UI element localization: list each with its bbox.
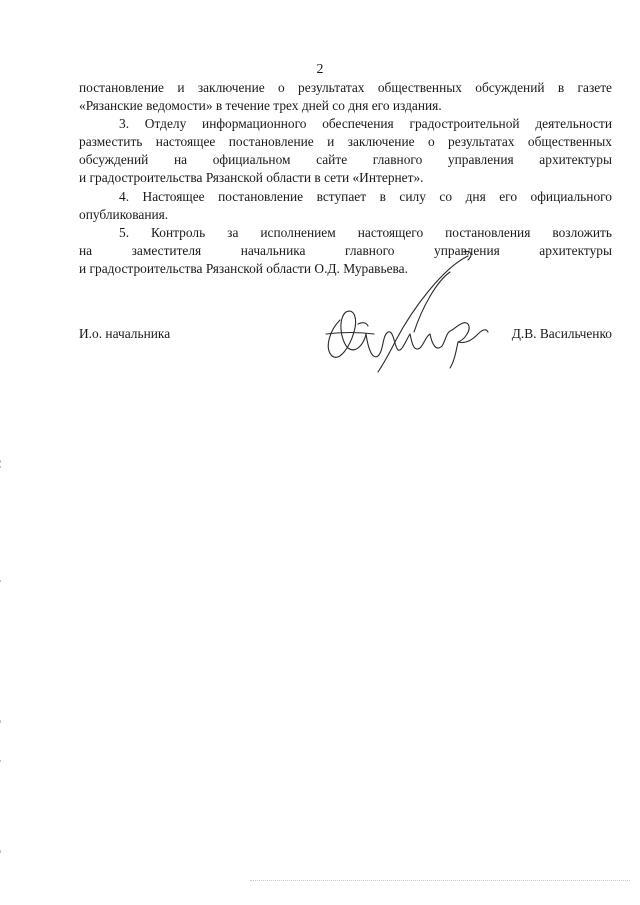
text-line: и градостроительства Рязанской области О.Д. Муравьева. — [79, 260, 408, 276]
signatory-position: И.о. начальника — [79, 326, 171, 341]
text-line: 4. Настоящее постановление вступает в силу со дня его официального — [119, 188, 612, 204]
text-line: обсуждений на официальном сайте главного управления архитектуры — [79, 152, 612, 168]
text-line: опубликования. — [79, 206, 169, 222]
paragraph-publication — [79, 79, 612, 115]
text-line: разместить настоящее постановление и заключение о результатах общественных — [79, 134, 612, 150]
handwritten-signature — [318, 248, 490, 378]
scan-edge-marks — [0, 460, 2, 880]
text-line: постановление и заключение о результатах общественных обсуждений в газете — [79, 80, 612, 95]
page-number: 2 — [316, 62, 324, 77]
paragraph-item-4 — [79, 188, 612, 224]
signatory-name: Д.В. Васильченко — [511, 326, 612, 341]
text-line: и градостроительства Рязанской области в сети «Интернет». — [79, 170, 424, 186]
text-line: на заместителя начальника главного управления архитектуры — [79, 242, 612, 258]
text-line: 5. Контроль за исполнением настоящего постановления возложить — [119, 224, 612, 240]
text-line: «Рязанские ведомости» в течение трех дней со дня его издания. — [79, 98, 442, 114]
text-line: 3. Отделу информационного обеспечения градостроительной деятельности — [119, 116, 612, 132]
paragraph-item-3 — [79, 115, 612, 187]
scan-bottom-edge — [250, 880, 630, 882]
